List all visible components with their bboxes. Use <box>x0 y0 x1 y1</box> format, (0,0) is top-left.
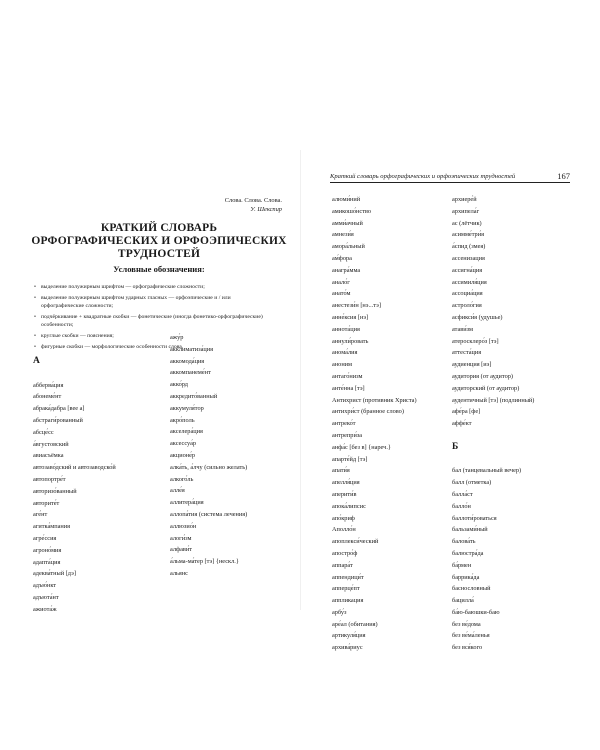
dictionary-entry: агре́ссия <box>33 534 57 542</box>
dictionary-entry: аффе́кт <box>452 420 472 428</box>
legend-item: • фигурные скобки — морфологические особенности слова. <box>34 343 270 351</box>
page-title <box>30 222 288 261</box>
page-number: 167 <box>557 171 570 181</box>
dictionary-entry: адеква́тный [дэ] <box>33 570 76 578</box>
dictionary-entry: атеросклеро́з [тэ] <box>452 337 499 345</box>
dictionary-entry: аллитера́ция <box>170 499 204 507</box>
dictionary-entry: аллюзио́н <box>170 522 197 530</box>
dictionary-entry: аккредито́ванный <box>170 392 218 400</box>
dictionary-entry: адъюта́нт <box>33 593 59 601</box>
dictionary-entry: апарте́йд [тэ] <box>332 455 368 463</box>
dictionary-entry: Аполло́н <box>332 526 356 534</box>
dictionary-entry: а́льма-ма́тер [тэ] {нескл.} <box>170 558 239 566</box>
dictionary-entry: алле́я <box>170 487 185 495</box>
dictionary-entry: алкого́ль <box>170 475 194 483</box>
dictionary-entry: анестези́н [нэ...тэ] <box>332 302 381 310</box>
title-line: ОРФОГРАФИЧЕСКИХ И ОРФОЭПИЧЕСКИХ <box>31 235 287 247</box>
dictionary-entry: анало́г <box>332 278 350 286</box>
title-line: КРАТКИЙ СЛОВАРЬ <box>100 222 218 234</box>
dictionary-entry: аноним <box>332 361 353 369</box>
dictionary-entry: без ве́ма́ленья <box>452 632 490 640</box>
dictionary-entry: ба́ю-баюшки-баю <box>452 608 500 616</box>
dictionary-entry: балл (отметка) <box>452 479 492 487</box>
dictionary-entry: архиере́й <box>452 196 477 203</box>
dictionary-entry: артикуля́ция <box>332 632 366 640</box>
running-head-title: Краткий словарь орфографических и орфоэпических трудностей <box>330 173 516 180</box>
dictionary-entry: аттеста́ция <box>452 349 482 357</box>
dictionary-entry: асфикси́я (удушье) <box>452 313 503 321</box>
dictionary-entry: анагра́мма <box>332 266 361 274</box>
dictionary-entry: акционе́р <box>170 451 196 459</box>
dictionary-entry: аге́нт <box>33 511 48 519</box>
dictionary-entry: антреко́т <box>332 420 356 428</box>
page-gutter <box>300 150 301 610</box>
dictionary-entry: без ве́дома <box>452 620 481 628</box>
title-line: ТРУДНОСТЕЙ <box>117 248 201 260</box>
running-head <box>330 170 570 183</box>
dictionary-entry: аре́ал (обитания) <box>332 620 378 628</box>
dictionary-entry: атави́зм <box>452 325 473 333</box>
dictionary-entry: аккомода́ция <box>170 357 205 365</box>
dictionary-entry: абрака́дабра [вее а] <box>33 405 85 413</box>
dictionary-entry: амнези́я <box>332 231 354 239</box>
dictionary-entry: архива́риус <box>332 644 363 652</box>
dictionary-entry: асимме́три́я <box>452 231 484 239</box>
dictionary-entry: алфави́т <box>170 546 192 554</box>
dictionary-entry: анато́м <box>332 290 351 298</box>
dictionary-entry: аперити́в <box>332 490 357 498</box>
legend-item: • круглые скобки — пояснения; <box>34 332 270 340</box>
dictionary-entry: аккомпанеме́нт <box>170 369 211 377</box>
section-letter: А <box>33 356 40 366</box>
dictionary-entry: апелля́ция <box>332 479 360 487</box>
dictionary-entry: авиасъёмка <box>33 452 64 460</box>
dictionary-entry: алка́ть, а́лчу (сильно желать) <box>170 463 248 471</box>
dictionary-column-right-1 <box>332 194 417 654</box>
dictionary-entry: аппара́т <box>332 561 353 569</box>
dictionary-entry: аудентичный [тэ] (подлинный) <box>452 396 535 404</box>
column-spacer <box>33 368 116 380</box>
legend-item: • выделение полужирным шрифтом — орфографические сложности; <box>34 283 270 291</box>
dictionary-entry: балова́ть <box>452 538 476 546</box>
dictionary-entry: антрепри́за <box>332 431 363 439</box>
dictionary-entry: альянс <box>170 569 188 577</box>
dictionary-entry: ассигна́ция <box>452 266 483 274</box>
dictionary-entry: агроно́мия <box>33 546 62 554</box>
dictionary-entry: ассенизация <box>452 254 485 262</box>
dictionary-entry: апоплекси́ческий <box>332 538 379 546</box>
dictionary-entry: акко́рд <box>170 381 189 389</box>
dictionary-entry: аксессуа́р <box>170 440 197 448</box>
dictionary-entry: амора́льный <box>332 243 365 251</box>
dictionary-entry: бальзами́ный <box>452 526 488 534</box>
dictionary-column-left-2 <box>170 332 247 580</box>
dictionary-column-left-1 <box>33 356 116 616</box>
dictionary-entry: аллопа́тия (система лечения) <box>170 510 248 518</box>
dictionary-entry: ассимиля́ция <box>452 278 487 286</box>
dictionary-entry: абсце́сс <box>33 428 54 436</box>
dictionary-entry: ажу́р <box>170 334 184 341</box>
dictionary-entry: астроло́гия <box>452 302 482 310</box>
dictionary-entry: акклиматиза́ция <box>170 345 214 353</box>
dictionary-entry: афе́ра [фе] <box>452 408 481 416</box>
dictionary-entry: аккумуля́тор <box>170 404 204 412</box>
dictionary-entry: ассоциа́ция <box>452 290 483 298</box>
dictionary-entry: аппендици́т <box>332 573 364 581</box>
dictionary-entry: аппликация <box>332 597 364 605</box>
dictionary-entry: автопортре́т <box>33 475 66 483</box>
dictionary-entry: апостро́ф <box>332 549 358 557</box>
dictionary-entry: апати́я <box>332 467 350 475</box>
dictionary-entry: авторите́т <box>33 499 60 507</box>
dictionary-entry: анфа́с [без в] {нареч.} <box>332 443 391 451</box>
dictionary-entry: аннота́ция <box>332 325 360 333</box>
dictionary-entry: адапта́ция <box>33 558 61 566</box>
dictionary-entry: алоги́зм <box>170 534 192 542</box>
epigraph-author: У. Шекспир <box>250 206 282 213</box>
dictionary-entry: автозаво́дский и автозаводско́й <box>33 464 116 472</box>
dictionary-entry: ас (лётчик) <box>452 219 482 227</box>
column-spacer <box>452 454 534 466</box>
dictionary-entry: баллоти́роваться <box>452 514 497 522</box>
dictionary-entry: акро́поль <box>170 416 195 424</box>
dictionary-column-right-2 <box>452 194 534 654</box>
dictionary-entry: без вся́кого <box>452 644 483 652</box>
dictionary-entry: антаго́низм <box>332 372 363 380</box>
epigraph-text: Слова. Слова. Слова. <box>224 197 282 204</box>
dictionary-entry: ба́рмен <box>452 561 472 569</box>
dictionary-entry: балла́ст <box>452 490 473 498</box>
dictionary-entry: амми́ачный <box>332 219 363 227</box>
legend-item: • выделение полужирным шрифтом ударных гласных — орфоэпические и / или орфографические сложности; <box>34 294 270 310</box>
dictionary-entry: архипела́г <box>452 207 480 215</box>
dictionary-entry: аудиенция [иэ] <box>452 361 492 369</box>
dictionary-entry: баснословный <box>452 585 491 593</box>
dictionary-entry: адъю́нкт <box>33 582 57 590</box>
dictionary-entry: алюми́ний <box>332 196 361 203</box>
dictionary-entry: Антихрист (противник Христа) <box>332 396 417 404</box>
dictionary-entry: авторизо́ванный <box>33 487 77 495</box>
dictionary-entry: а́спид (змея) <box>452 243 486 251</box>
dictionary-entry: балло́н <box>452 502 471 510</box>
dictionary-entry: бацилла́ <box>452 597 474 605</box>
dictionary-entry: акселера́ция <box>170 428 203 436</box>
dictionary-entry: ажиота́ж <box>33 605 57 613</box>
dictionary-entry: аудиторский (от аудитор) <box>452 384 520 392</box>
legend-heading: Условные обозначения: <box>113 264 205 274</box>
dictionary-entry: арбу́з <box>332 608 347 616</box>
dictionary-entry: анте́нна [тэ] <box>332 384 365 392</box>
dictionary-entry: антихри́ст (бранное слово) <box>332 408 404 416</box>
dictionary-entry: амикошо́нство <box>332 207 372 215</box>
epigraph <box>225 196 282 214</box>
dictionary-entry: баррика́да <box>452 573 480 581</box>
dictionary-entry: аннули́ровать <box>332 337 369 345</box>
dictionary-entry: апперце́пт <box>332 585 360 593</box>
dictionary-entry: а́вгустовский <box>33 440 69 448</box>
section-letter: Б <box>452 441 459 452</box>
dictionary-entry: абонеме́нт <box>33 393 62 401</box>
dictionary-entry: апока́липсис <box>332 502 366 510</box>
dictionary-entry: анне́ксия [нэ] <box>332 313 369 321</box>
legend-item: • подчёркивание + квадратные скобки — фонетические (иногда фонетико-орфографические) особенности; <box>34 313 270 329</box>
dictionary-entry: апо́криф <box>332 514 355 522</box>
dictionary-entry: ам́фора <box>332 254 352 262</box>
dictionary-entry: бал (танцевальный вечер) <box>452 467 522 475</box>
dictionary-entry: абберва́ция <box>33 381 64 389</box>
dictionary-entry: агитка́мпания <box>33 523 71 531</box>
dictionary-entry: анома́лия <box>332 349 358 357</box>
dictionary-entry: абстраги́рованный <box>33 416 83 424</box>
column-spacer <box>452 430 534 442</box>
dictionary-entry: аудитория (от аудитор) <box>452 372 513 380</box>
dictionary-entry: балюстра́да <box>452 549 484 557</box>
